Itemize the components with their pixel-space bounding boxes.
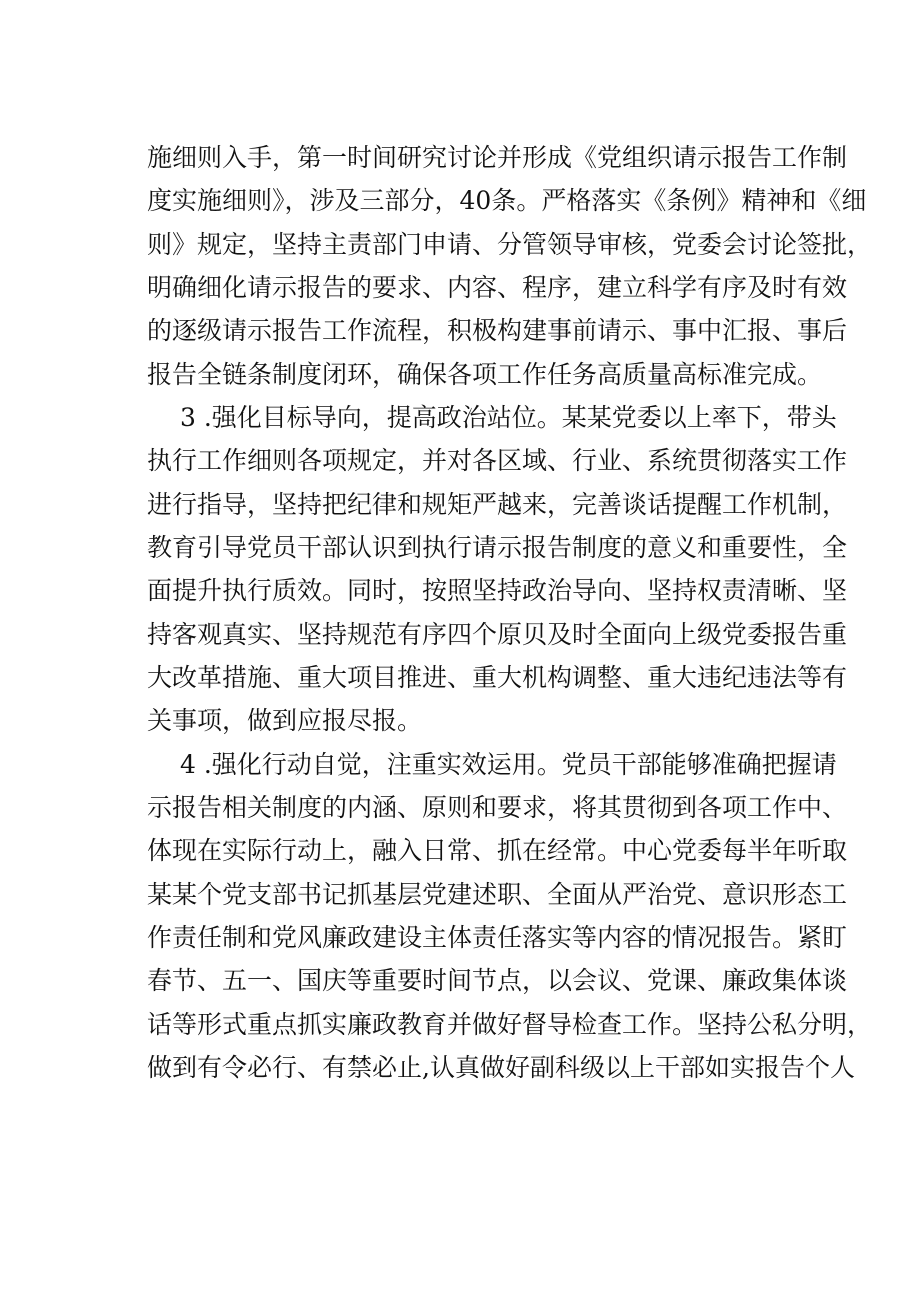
text-line: 春节、五一、国庆等重要时间节点，以会议、党课、廉政集体谈	[147, 966, 848, 995]
text-line: 大改革措施、重大项目推进、重大机构调整、重大违纪违法等有	[147, 663, 848, 692]
text-line: 3 .强化目标导向，提高政治站位。某某党委以上率下，带头	[180, 403, 837, 432]
text-line: 做到有令必行、有禁必止,认真做好副科级以上干部如实报告个人	[147, 1053, 855, 1082]
text-line: 施细则入手，第一时间研究讨论并形成《党组织请示报告工作制	[147, 143, 848, 172]
text-line: 的逐级请示报告工作流程，积极构建事前请示、事中汇报、事后	[147, 316, 848, 345]
text-line: 明确细化请示报告的要求、内容、程序，建立科学有序及时有效	[147, 273, 848, 302]
text-line: 则》规定，坚持主责部门申请、分管领导审核，党委会讨论签批，	[147, 230, 873, 259]
text-line: 示报告相关制度的内涵、原则和要求，将其贯彻到各项工作中、	[147, 793, 848, 822]
text-line: 度实施细则》，涉及三部分，40条。严格落实《条例》精神和《细	[147, 186, 867, 215]
text-line: 某某个党支部书记抓基层党建述职、全面从严治党、意识形态工	[147, 880, 848, 909]
text-line: 执行工作细则各项规定，并对各区域、行业、系统贯彻落实工作	[147, 446, 848, 475]
text-line: 进行指导，坚持把纪律和规矩严越来，完善谈话提醒工作机制，	[147, 490, 848, 519]
text-line: 报告全链条制度闭环，确保各项工作任务高质量高标准完成。	[147, 360, 823, 389]
text-line: 关事项，做到应报尽报。	[147, 706, 423, 735]
text-line: 4 .强化行动自觉，注重实效运用。党员干部能够准确把握请	[180, 750, 837, 779]
text-line: 教育引导党员干部认识到执行请示报告制度的意义和重要性，全	[147, 533, 848, 562]
text-line: 作责任制和党风廉政建设主体责任落实等内容的情况报告。紧盯	[147, 923, 848, 952]
text-line: 话等形式重点抓实廉政教育并做好督导检查工作。坚持公私分明，	[147, 1010, 873, 1039]
text-line: 面提升执行质效。同时，按照坚持政治导向、坚持权责清晰、坚	[147, 576, 848, 605]
text-line: 持客观真实、坚持规范有序四个原贝及时全面向上级党委报告重	[147, 620, 848, 649]
text-line: 体现在实际行动上，融入日常、抓在经常。中心党委每半年听取	[147, 836, 848, 865]
